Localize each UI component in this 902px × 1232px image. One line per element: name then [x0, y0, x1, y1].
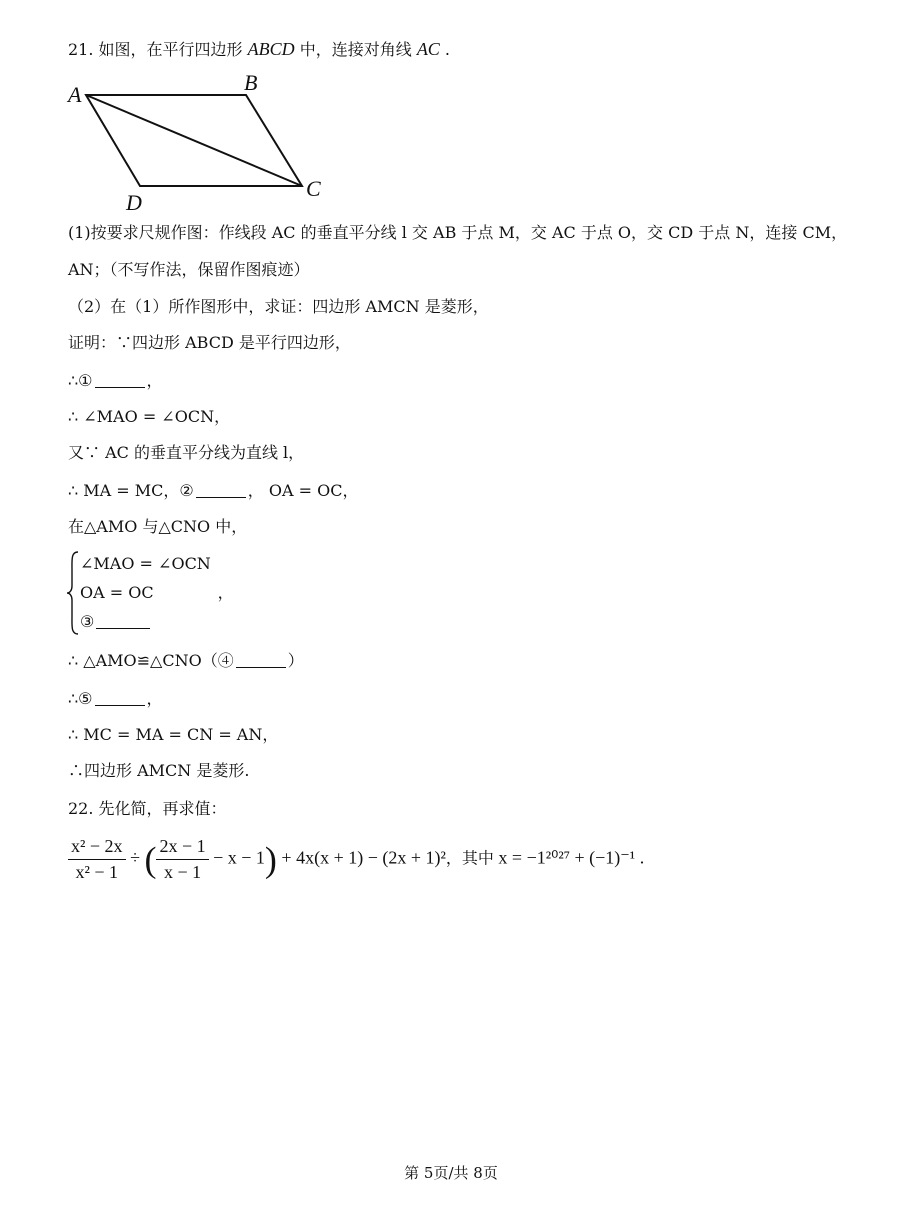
condition-expression: x = −1²⁰²⁷ + (−1)⁻¹ .: [498, 847, 645, 868]
vertex-label-d: D: [126, 190, 142, 215]
q22-title: 22. 先化简，再求值：: [68, 799, 227, 818]
fraction-2: [156, 836, 208, 883]
proof-step6-text: ∴ △AMO≌△CNO（④: [68, 651, 234, 670]
proof-step7-text: ∴⑤: [68, 689, 93, 708]
answer-blank-5[interactable]: [95, 689, 145, 706]
vertex-label-b: B: [244, 70, 258, 95]
proof-step7-end: ，: [146, 689, 163, 708]
left-brace-icon: [66, 550, 80, 636]
proof-step1: [68, 370, 163, 392]
proof-step1-text: ∴①: [68, 371, 93, 390]
q22-expression: [68, 836, 644, 883]
proof-step7: [68, 688, 163, 710]
q21-intro-end: .: [439, 40, 450, 59]
fraction-1-numerator: x² − 2x: [68, 836, 126, 860]
inner-rest: − x − 1: [213, 847, 265, 868]
fraction-1: [68, 836, 126, 883]
q21-intro-text: 21. 如图，在平行四边形: [68, 40, 248, 59]
fraction-1-denominator: x² − 1: [75, 862, 119, 882]
fraction-2-denominator: x − 1: [163, 862, 202, 882]
answer-blank-1[interactable]: [95, 371, 145, 388]
system-line-1: ∠MAO = ∠OCN: [80, 554, 211, 573]
proof-step3: 又∵ AC 的垂直平分线为直线 l，: [68, 443, 305, 462]
diagonal-ac: [86, 95, 302, 186]
division-sign: ÷: [130, 847, 140, 868]
proof-step1-end: ，: [146, 371, 163, 390]
system-comma: ，: [217, 583, 234, 602]
proof-step4: [68, 480, 358, 502]
fraction-2-numerator: 2x − 1: [156, 836, 208, 860]
parallelogram-figure: [62, 70, 342, 220]
q21-intro: [68, 38, 450, 61]
proof-step6-end: ）: [287, 651, 304, 670]
condition-label: ，其中: [445, 848, 494, 868]
vertex-label-a: A: [68, 82, 82, 107]
q21-part2: （2）在（1）所作图形中，求证：四边形 AMCN 是菱形，: [68, 297, 489, 316]
answer-blank-4[interactable]: [236, 651, 286, 668]
right-paren-icon: ): [264, 839, 277, 880]
answer-blank-3[interactable]: [96, 612, 150, 629]
vertex-label-c: C: [306, 176, 321, 201]
proof-step4-text: ∴ MA = MC，②: [68, 481, 194, 500]
proof-step5: 在△AMO 与△CNO 中，: [68, 517, 248, 536]
system-line-3-text: ③: [80, 612, 95, 631]
proof-start: 证明：∵四边形 ABCD 是平行四边形，: [68, 333, 351, 352]
page-footer: 第 5页/共 8页: [404, 1164, 498, 1182]
proof-step4-end: ， OA = OC，: [247, 481, 359, 500]
answer-blank-2[interactable]: [196, 481, 246, 498]
proof-step9: ∴四边形 AMCN 是菱形.: [68, 761, 250, 780]
proof-step8: ∴ MC = MA = CN = AN，: [68, 725, 279, 744]
system-line-2: [80, 582, 234, 604]
q21-part1-line1: (1)按要求尺规作图：作线段 AC 的垂直平分线 l 交 AB 于点 M，交 AC 于点 O，交 CD 于点 N，连接 CM，: [68, 223, 848, 242]
q21-intro-var: ABCD: [247, 39, 295, 59]
q21-intro-text2: 中，连接对角线: [294, 40, 417, 59]
q21-part1-line2: AN；（不写作法，保留作图痕迹）: [68, 260, 310, 279]
expression-rest: + 4x(x + 1) − (2x + 1)²: [281, 847, 446, 868]
q21-intro-var2: AC: [416, 39, 440, 59]
system-line-2-text: OA = OC: [80, 583, 154, 602]
proof-step2: ∴ ∠MAO = ∠OCN，: [68, 407, 231, 426]
proof-step6: [68, 650, 304, 672]
left-paren-icon: (: [144, 839, 157, 880]
system-line-3: [80, 611, 152, 633]
